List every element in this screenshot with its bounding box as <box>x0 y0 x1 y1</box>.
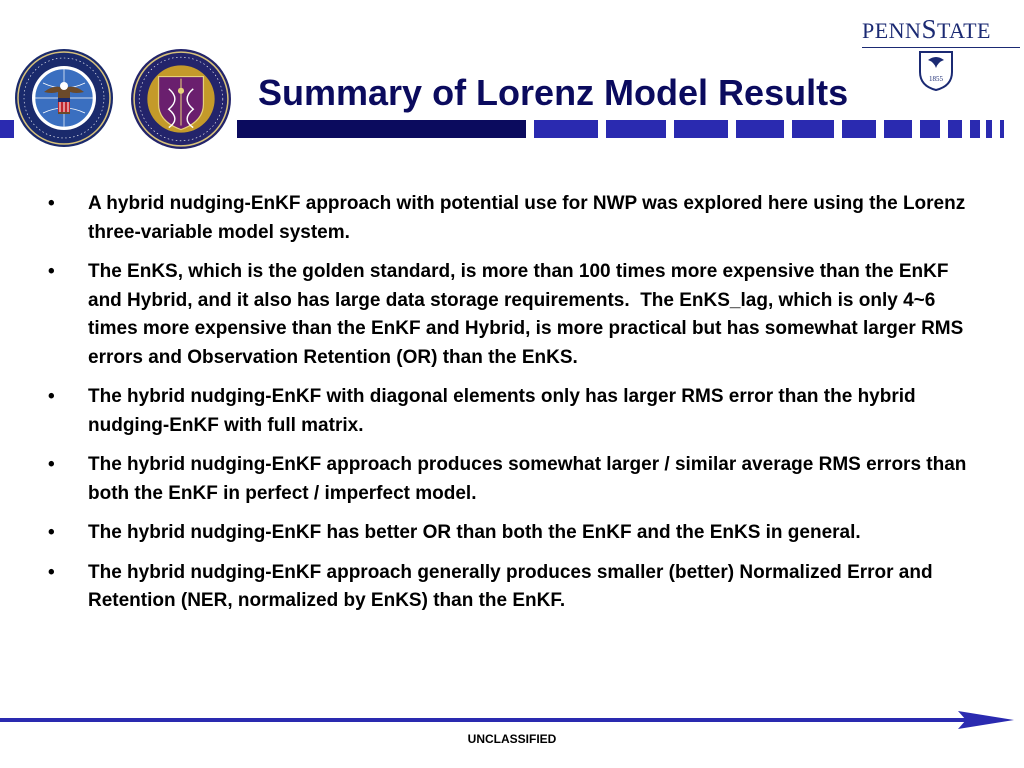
svg-text:1855: 1855 <box>929 75 943 83</box>
bullet-marker: • <box>48 561 55 583</box>
bullet-list <box>48 190 978 627</box>
bullet-item: • A hybrid nudging-EnKF approach with potential use for NWP was explored here using the Lorenz three-variable model system. <box>48 190 978 247</box>
penn-state-rule <box>862 47 1020 48</box>
penn-state-wordmark: PENNSTATE <box>862 14 991 44</box>
bullet-item: • The hybrid nudging-EnKF approach generally produces smaller (better) Normalized Error and Retention (NER, normalized by EnKS) than the EnKF. <box>48 559 978 616</box>
header-bar-strip <box>0 120 1024 138</box>
penn-state-logo <box>862 10 1020 86</box>
bullet-marker: • <box>48 386 55 407</box>
bullet-marker: • <box>48 454 55 475</box>
penn-state-shield-icon <box>918 50 954 92</box>
bullet-item: • The hybrid nudging-EnKF has better OR than both the EnKF and the EnKS in general. <box>48 519 978 548</box>
bullet-marker: • <box>48 261 55 282</box>
slide-title: Summary of Lorenz Model Results <box>258 72 849 113</box>
footer-arrow-line <box>0 708 1024 732</box>
bullet-marker: • <box>48 193 55 214</box>
bullet-item: • The hybrid nudging-EnKF approach produces somewhat larger / similar average RMS errors than both the EnKF in perfect / imperfect model. <box>48 451 978 508</box>
bullet-item: • The EnKS, which is the golden standard, is more than 100 times more expensive than the EnKF and Hybrid, and it also has large data storage requirements. The EnKS_lag, which is only 4~6 times more expensive than the EnKF and Hybrid, is more practical but has somewhat larger RMS errors and Observation Retention (OR) than the EnKS. <box>48 258 978 372</box>
classification-footer: UNCLASSIFIED <box>467 732 557 746</box>
bullet-marker: • <box>48 522 55 543</box>
bullet-item: • The hybrid nudging-EnKF with diagonal elements only has larger RMS error than the hybrid nudging-EnKF with full matrix. <box>48 383 978 440</box>
